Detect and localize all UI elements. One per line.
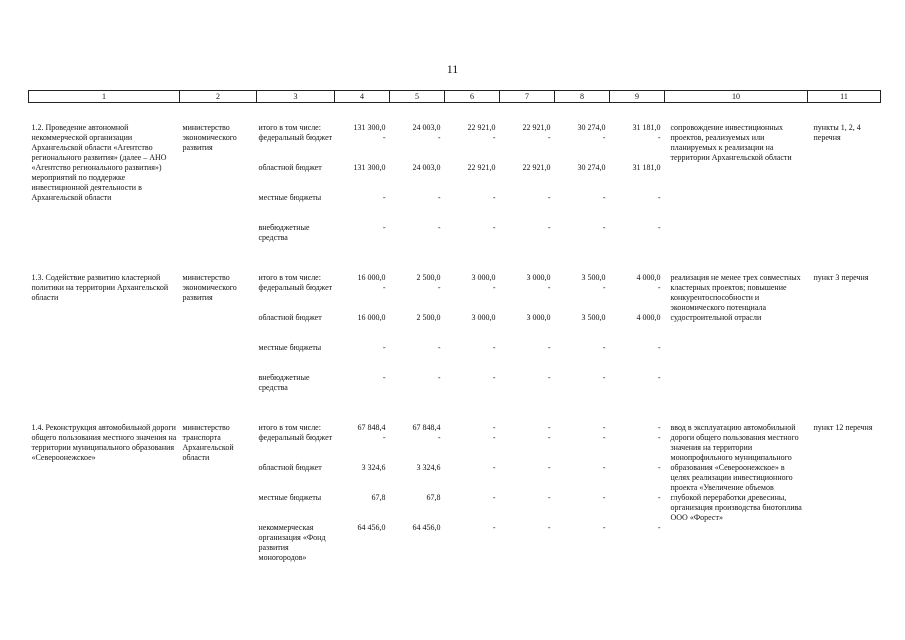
- funding-value: 3 000,0: [471, 273, 496, 282]
- funding-source: федеральный бюджет: [258, 133, 333, 142]
- funding-value: 67,8: [371, 493, 386, 502]
- funding-value: 2 500,0: [416, 313, 441, 322]
- funding-value: -: [382, 433, 386, 442]
- funding-value: 3 000,0: [526, 313, 551, 322]
- measure-name: 1.2. Проведение автономной некоммерческой организации Архангельской области «Агентство регионального развития» (далее – АНО «Агентство регионального развития») мероприятий по поддержке инвестиционной деятельности в Архангельской области: [31, 123, 167, 202]
- funding-value: 3 324,6: [416, 463, 441, 472]
- funding-value: -: [602, 423, 606, 432]
- executor-name: министерство транспорта Архангельской области: [182, 423, 234, 462]
- executor-name: министерство экономического развития: [182, 273, 237, 302]
- funding-value: -: [382, 283, 386, 292]
- funding-value: -: [382, 373, 386, 382]
- funding-value: -: [492, 283, 496, 292]
- funding-source: областной бюджет: [258, 163, 322, 172]
- funding-value: 22 921,0: [467, 163, 496, 172]
- funding-value: -: [437, 223, 441, 232]
- funding-value: -: [602, 133, 606, 142]
- funding-value: 3 000,0: [471, 313, 496, 322]
- table-row: [29, 103, 881, 134]
- funding-source: областной бюджет: [258, 463, 322, 472]
- funding-value: -: [657, 433, 661, 442]
- measure-name: 1.3. Содействие развитию кластерной политики на территории Архангельской области: [31, 273, 169, 302]
- funding-source: внебюджетные средства: [258, 223, 310, 242]
- column-header: 8: [555, 91, 610, 103]
- column-header: 3: [257, 91, 335, 103]
- funding-value: 30 274,0: [577, 123, 606, 132]
- funding-value: -: [547, 133, 551, 142]
- funding-value: 131 300,0: [353, 123, 386, 132]
- column-header: 2: [180, 91, 257, 103]
- funding-value: -: [602, 493, 606, 502]
- funding-value: 22 921,0: [467, 123, 496, 132]
- funding-value: -: [547, 283, 551, 292]
- funding-source: областной бюджет: [258, 313, 322, 322]
- column-header: 10: [665, 91, 808, 103]
- funding-value: 2 500,0: [416, 273, 441, 282]
- plan-reference: пункт 3 перечня: [813, 273, 869, 282]
- funding-value: 64 456,0: [412, 523, 441, 532]
- table-body: [29, 103, 881, 569]
- funding-value: -: [437, 193, 441, 202]
- funding-value: -: [547, 423, 551, 432]
- funding-value: -: [657, 373, 661, 382]
- funding-source: итого в том числе:: [258, 123, 321, 132]
- funding-source: местные бюджеты: [258, 193, 322, 202]
- funding-value: -: [492, 433, 496, 442]
- funding-value: -: [547, 523, 551, 532]
- funding-value: -: [382, 133, 386, 142]
- table-row: [29, 403, 881, 433]
- funding-value: 3 500,0: [581, 273, 606, 282]
- executor-name: министерство экономического развития: [182, 123, 237, 152]
- column-header: 1: [29, 91, 180, 103]
- funding-value: -: [492, 343, 496, 352]
- funding-value: -: [602, 523, 606, 532]
- funding-value: 22 921,0: [522, 163, 551, 172]
- funding-source: местные бюджеты: [258, 343, 322, 352]
- funding-value: -: [657, 493, 661, 502]
- funding-value: 22 921,0: [522, 123, 551, 132]
- funding-value: -: [547, 193, 551, 202]
- funding-value: -: [657, 133, 661, 142]
- funding-value: 31 181,0: [632, 123, 661, 132]
- funding-value: -: [657, 463, 661, 472]
- funding-value: -: [657, 223, 661, 232]
- funding-source: местные бюджеты: [258, 493, 322, 502]
- funding-value: -: [657, 423, 661, 432]
- plan-reference: пункт 12 перечня: [813, 423, 873, 432]
- funding-value: -: [547, 343, 551, 352]
- funding-source: некоммерческая организация «Фонд развития моногородов»: [258, 523, 326, 562]
- funding-value: 16 000,0: [357, 313, 386, 322]
- funding-value: -: [437, 433, 441, 442]
- funding-value: -: [657, 193, 661, 202]
- funding-value: -: [602, 193, 606, 202]
- funding-value: -: [437, 283, 441, 292]
- funding-value: 4 000,0: [636, 273, 661, 282]
- funding-value: -: [547, 493, 551, 502]
- funding-value: -: [547, 433, 551, 442]
- column-header: 11: [808, 91, 881, 103]
- funding-value: -: [657, 523, 661, 532]
- funding-value: 67 848,4: [412, 423, 441, 432]
- funding-value: -: [492, 463, 496, 472]
- measure-name: 1.4. Реконструкция автомобильной дороги общего пользования местного значения на территории муниципального образования «Североонежское»: [31, 423, 177, 462]
- funding-value: -: [602, 343, 606, 352]
- funding-value: -: [492, 193, 496, 202]
- funding-value: -: [547, 463, 551, 472]
- funding-value: 67 848,4: [357, 423, 386, 432]
- funding-value: -: [602, 433, 606, 442]
- funding-value: -: [547, 373, 551, 382]
- expected-result: сопровождение инвестиционных проектов, реализуемых или планируемых к реализации на территории Архангельской области: [670, 123, 792, 162]
- funding-source: внебюджетные средства: [258, 373, 310, 392]
- column-header: 7: [500, 91, 555, 103]
- funding-value: -: [657, 343, 661, 352]
- funding-value: 3 500,0: [581, 313, 606, 322]
- funding-value: -: [602, 463, 606, 472]
- funding-value: 31 181,0: [632, 163, 661, 172]
- page-number: 11: [446, 62, 459, 76]
- funding-value: 24 003,0: [412, 123, 441, 132]
- table-header: [29, 91, 881, 103]
- funding-value: 30 274,0: [577, 163, 606, 172]
- funding-value: -: [492, 373, 496, 382]
- funding-value: -: [437, 133, 441, 142]
- funding-value: -: [492, 423, 496, 432]
- funding-value: -: [437, 373, 441, 382]
- plan-reference: пункты 1, 2, 4 перечня: [813, 123, 861, 142]
- funding-value: -: [492, 133, 496, 142]
- funding-value: 67,8: [426, 493, 441, 502]
- column-header: 6: [445, 91, 500, 103]
- funding-value: 16 000,0: [357, 273, 386, 282]
- funding-value: 4 000,0: [636, 313, 661, 322]
- funding-source: федеральный бюджет: [258, 283, 333, 292]
- table-row: [29, 253, 881, 283]
- program-table: [28, 90, 881, 568]
- funding-value: -: [382, 193, 386, 202]
- funding-value: 3 324,6: [361, 463, 386, 472]
- funding-source: итого в том числе:: [258, 273, 321, 282]
- funding-value: -: [602, 373, 606, 382]
- funding-value: -: [382, 223, 386, 232]
- funding-value: -: [492, 493, 496, 502]
- funding-value: -: [437, 343, 441, 352]
- funding-source: итого в том числе:: [258, 423, 321, 432]
- funding-value: -: [602, 283, 606, 292]
- column-header: 4: [335, 91, 390, 103]
- funding-value: -: [382, 343, 386, 352]
- expected-result: реализация не менее трех совместных кластерных проектов; повышение конкурентоспособности и экономического потенциала судостроительной отрасли: [670, 273, 801, 322]
- funding-value: 24 003,0: [412, 163, 441, 172]
- column-header: 5: [390, 91, 445, 103]
- funding-value: -: [602, 223, 606, 232]
- funding-source: федеральный бюджет: [258, 433, 333, 442]
- funding-value: 3 000,0: [526, 273, 551, 282]
- column-header: 9: [610, 91, 665, 103]
- funding-value: 131 300,0: [353, 163, 386, 172]
- funding-value: -: [492, 523, 496, 532]
- expected-result: ввод в эксплуатацию автомобильной дороги общего пользования местного значения на территории монопрофильного муниципального образования «Североонежское» в целях реализации инвестиционного проекта «Увеличение объемов глубокой переработки древесины, организация производства биотоплива ООО «Форест»: [670, 423, 802, 522]
- funding-value: -: [657, 283, 661, 292]
- funding-value: -: [547, 223, 551, 232]
- funding-value: -: [492, 223, 496, 232]
- funding-value: 64 456,0: [357, 523, 386, 532]
